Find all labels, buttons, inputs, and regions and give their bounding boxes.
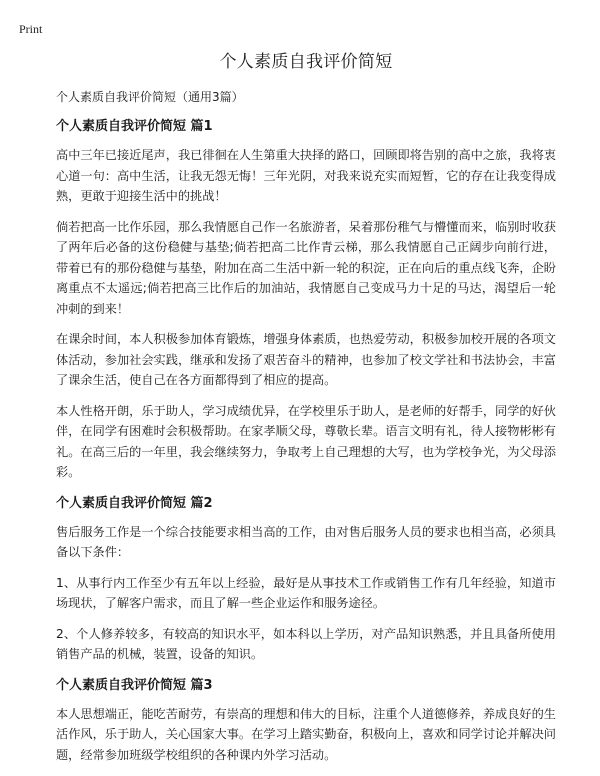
paragraph: 本人性格开朗，乐于助人，学习成绩优异，在学校里乐于助人，是老师的好帮手，同学的好伙伴，在同学有困难时会积极帮助。在家孝顺父母，尊敬长辈。语言文明有礼，待人接物彬彬有礼。在高三后的一年里，我会继续努力，争取考上自己理想的大写，也为学校争光，为父母添彩。 (56, 403, 556, 479)
section-heading: 个人素质自我评价简短 篇1 (56, 119, 213, 134)
section-heading: 个人素质自我评价简短 篇3 (56, 677, 213, 693)
document-subtitle: 个人素质自我评价简短（通用3篇） (56, 90, 244, 104)
paragraph: 本人思想端正，能吃苦耐劳，有崇高的理想和伟大的目标，注重个人道德修养，养成良好的生活作风，乐于助人，关心国家大事。在学习上踏实勤奋，积极向上，喜欢和同学讨论并解决问题，经常参加班级学校组织的各种课内外学习活动。 (56, 706, 556, 762)
section-1 (56, 118, 556, 483)
paragraph: 1、从事行内工作至少有五年以上经验，最好是从事技术工作或销售工作有几年经验，知道市场现状，了解客户需求，而且了解一些企业运作和服务途径。 (56, 575, 556, 610)
paragraph: 高中三年已接近尾声，我已徘徊在人生第重大抉择的路口，回顾即将告别的高中之旅，我将衷心道一句：高中生活，让我无怨无悔！三年光阴，对我来说充实而短暂，它的存在让我变得成熟，更敢于迎接生活中的挑战！ (56, 148, 556, 203)
section-3 (56, 677, 556, 766)
print-link[interactable]: Print (19, 22, 43, 36)
paragraph: 售后服务工作是一个综合技能要求相当高的工作，由对售后服务人员的要求也相当高，必须具备以下条件： (56, 524, 556, 559)
document-page (56, 50, 556, 765)
section-heading: 个人素质自我评价简短 篇2 (56, 495, 213, 511)
paragraph: 2、个人修养较多，有较高的知识水平，如本科以上学历，对产品知识熟悉，并且具备所使用销售产品的机械，装置，设备的知识。 (56, 626, 556, 661)
paragraph: 倘若把高一比作乐园，那么我情愿自己作一名旅游者，呆着那份稚气与懵懂而来，临别时收获了两年后必备的这份稳健与基垫;倘若把高二比作青云梯，那么我情愿自己正阔步向前行进，带着已有的那份稳健与基垫，附加在高二生活中新一轮的积淀，正在向后的重点线飞奔，企盼离重点不太遥远;倘若把高三比作后的加油站，我情愿自己变成马力十足的马达，渴望后一轮冲刺的到来！ (56, 219, 556, 316)
document-title: 个人素质自我评价简短 (219, 52, 393, 72)
paragraph: 在课余时间，本人积极参加体育锻炼，增强身体素质，也热爱劳动，积极参加校开展的各项文体活动，参加社会实践，继承和发扬了艰苦奋斗的精神，也参加了校文学社和书法协会，丰富了课余生活，使自己在各方面都得到了相应的提高。 (56, 332, 556, 387)
section-2 (56, 495, 556, 665)
